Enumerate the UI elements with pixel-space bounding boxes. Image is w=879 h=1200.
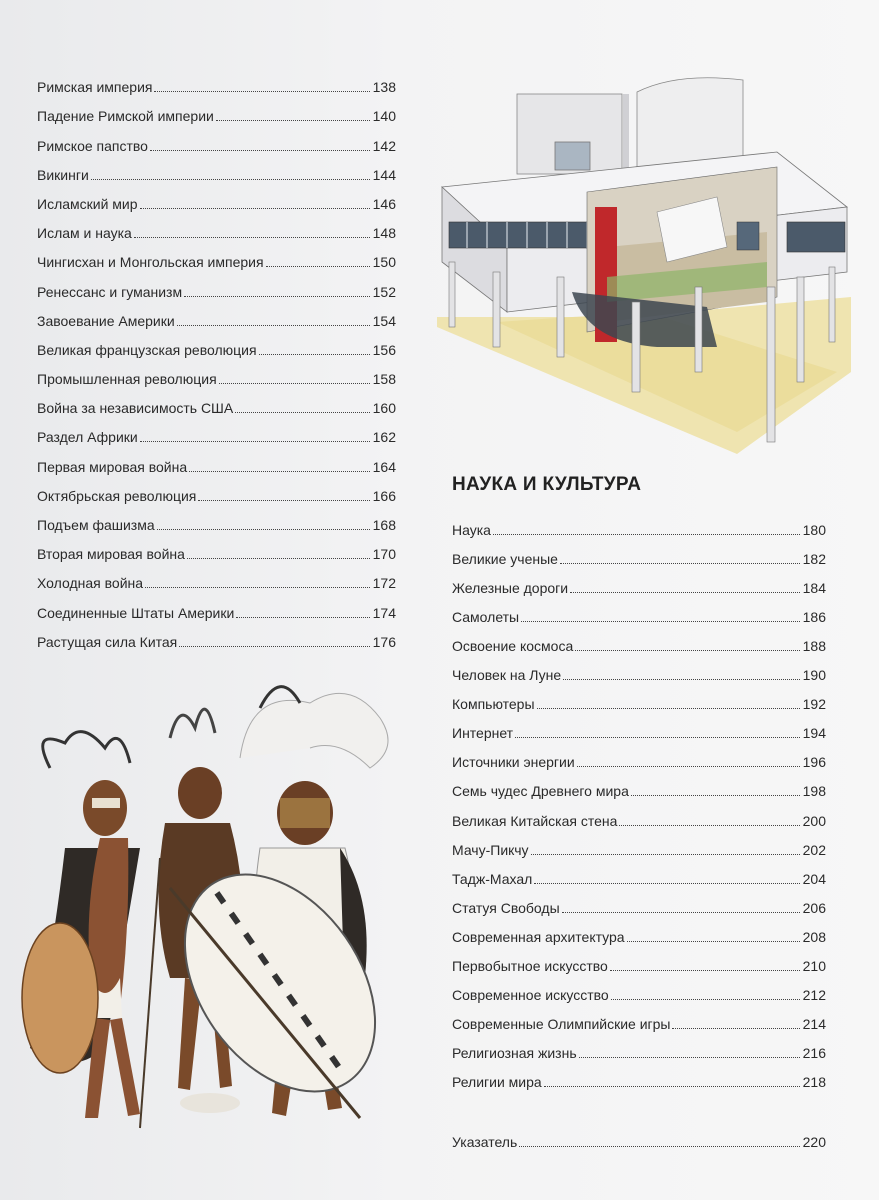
toc-entry-title: Ренессанс и гуманизм [37, 283, 183, 300]
toc-entry-title: Наука [452, 522, 491, 539]
toc-list-right [452, 509, 826, 1090]
toc-entry-title: Викинги [37, 166, 89, 183]
toc-entry-title: Современная архитектура [452, 928, 625, 945]
toc-entry-title: Растущая сила Китая [37, 633, 178, 650]
toc-entry[interactable] [452, 916, 826, 945]
toc-entry-title: Компьютеры [452, 696, 535, 713]
toc-leader-dots [627, 941, 800, 942]
toc-leader-dots [521, 621, 800, 622]
toc-entry-page: 156 [372, 341, 396, 358]
toc-leader-dots [577, 766, 800, 767]
toc-entry-title: Источники энергии [452, 754, 575, 771]
toc-list-left [37, 66, 396, 650]
toc-entry[interactable] [452, 1003, 826, 1032]
toc-leader-dots [531, 854, 800, 855]
toc-entry-title: Падение Римской империи [37, 108, 214, 125]
toc-entry-page: 196 [802, 754, 826, 771]
toc-entry-title: Тадж-Махал [452, 870, 533, 887]
toc-leader-dots [619, 825, 799, 826]
toc-entry-page: 206 [802, 899, 826, 916]
toc-entry-title: Освоение космоса [452, 638, 574, 655]
toc-leader-dots [134, 237, 370, 238]
toc-leader-dots [610, 970, 800, 971]
toc-index-list [452, 1121, 826, 1150]
toc-entry-page: 198 [802, 783, 826, 800]
toc-entry-page: 216 [802, 1044, 826, 1061]
toc-entry-title: Первобытное искусство [452, 957, 608, 974]
toc-entry-title: Вторая мировая война [37, 546, 185, 563]
toc-leader-dots [154, 91, 369, 92]
toc-entry-page: 184 [802, 580, 826, 597]
toc-leader-dots [216, 120, 370, 121]
toc-leader-dots [560, 563, 800, 564]
toc-leader-dots [219, 383, 370, 384]
toc-leader-dots [570, 592, 800, 593]
toc-entry-page: 170 [372, 546, 396, 563]
toc-entry-title: Ислам и наука [37, 225, 132, 242]
toc-entry-page: 210 [802, 957, 826, 974]
toc-entry-page: 192 [802, 696, 826, 713]
toc-entry[interactable] [452, 1061, 826, 1090]
toc-entry[interactable] [452, 712, 826, 741]
toc-leader-dots [91, 179, 370, 180]
toc-leader-dots [579, 1057, 800, 1058]
toc-entry[interactable] [37, 475, 396, 504]
toc-entry-page: 186 [802, 609, 826, 626]
toc-entry-page: 176 [372, 633, 396, 650]
toc-entry-page: 168 [372, 517, 396, 533]
toc-entry-title: Великие ученые [452, 551, 558, 568]
toc-leader-dots [179, 646, 369, 647]
toc-leader-dots [187, 558, 370, 559]
toc-entry-page: 152 [372, 283, 396, 300]
toc-entry-page: 204 [802, 870, 826, 887]
toc-entry-title: Война за независимость США [37, 400, 234, 417]
toc-leader-dots [266, 266, 370, 267]
toc-leader-dots [544, 1086, 800, 1087]
toc-leader-dots [563, 679, 800, 680]
toc-entry-page: 162 [372, 429, 396, 446]
section-heading: НАУКА И КУЛЬТУРА [452, 474, 642, 495]
toc-entry-title: Современные Олимпийские игры [452, 1015, 671, 1032]
toc-leader-dots [145, 587, 370, 588]
toc-entry-page: 154 [372, 312, 396, 329]
toc-entry-title: Завоевание Америки [37, 312, 175, 329]
toc-entry[interactable] [452, 509, 826, 538]
toc-entry[interactable] [452, 887, 826, 916]
toc-entry-title: Статуя Свободы [452, 899, 560, 916]
toc-leader-dots [177, 325, 370, 326]
toc-entry[interactable] [37, 154, 396, 183]
toc-entry-title: Человек на Луне [452, 667, 562, 684]
toc-entry-page: 158 [372, 371, 396, 388]
toc-leader-dots [184, 296, 370, 297]
toc-entry-page: 164 [372, 458, 396, 475]
toc-entry-page: 138 [372, 79, 396, 96]
toc-entry[interactable] [452, 567, 826, 596]
toc-entry[interactable] [37, 95, 396, 124]
toc-entry[interactable] [37, 416, 396, 445]
toc-entry-page: 140 [372, 108, 396, 125]
toc-entry[interactable] [452, 741, 826, 770]
toc-leader-dots [236, 617, 369, 618]
toc-entry-title: Указатель [452, 1134, 518, 1151]
toc-entry[interactable] [37, 270, 396, 299]
toc-entry-page: 200 [802, 812, 826, 829]
toc-entry[interactable] [452, 974, 826, 1003]
toc-entry-page: 208 [802, 928, 826, 945]
toc-entry[interactable] [37, 66, 396, 95]
toc-entry-page: 160 [372, 400, 396, 417]
toc-entry[interactable] [37, 621, 396, 650]
toc-entry-page: 212 [802, 986, 826, 1003]
toc-leader-dots [537, 708, 800, 709]
toc-entry[interactable] [37, 241, 396, 270]
toc-leader-dots [198, 500, 369, 501]
toc-leader-dots [140, 441, 370, 442]
toc-leader-dots [493, 534, 800, 535]
toc-entry-page: 190 [802, 667, 826, 684]
toc-entry[interactable] [37, 124, 396, 153]
toc-entry[interactable] [37, 387, 396, 416]
toc-entry[interactable] [452, 596, 826, 625]
toc-entry[interactable] [37, 358, 396, 387]
toc-entry[interactable] [37, 504, 396, 533]
toc-entry-page: 202 [802, 841, 826, 858]
toc-entry-title: Холодная война [37, 575, 144, 592]
toc-entry-title: Семь чудес Древнего мира [452, 783, 629, 800]
toc-leader-dots [235, 412, 369, 413]
toc-entry[interactable] [37, 591, 396, 620]
toc-entry[interactable] [37, 562, 396, 591]
toc-entry-page: 194 [802, 725, 826, 742]
toc-leader-dots [150, 150, 370, 151]
toc-entry-title: Подъем фашизма [37, 517, 155, 533]
toc-leader-dots [515, 737, 800, 738]
toc-entry-title: Мачу-Пикчу [452, 841, 529, 858]
toc-entry[interactable] [452, 799, 826, 828]
toc-leader-dots [575, 650, 799, 651]
toc-entry-page: 166 [372, 487, 396, 504]
toc-leader-dots [189, 471, 370, 472]
toc-entry-page: 218 [802, 1073, 826, 1090]
toc-entry-title: Самолеты [452, 609, 520, 626]
toc-entry-title: Первая мировая война [37, 458, 188, 475]
toc-leader-dots [259, 354, 370, 355]
toc-entry-title: Великая французская революция [37, 341, 257, 358]
toc-entry-index[interactable] [452, 1121, 826, 1150]
toc-entry-title: Соединенные Штаты Америки [37, 604, 235, 621]
villa-illustration [437, 72, 851, 454]
toc-entry-title: Религии мира [452, 1073, 542, 1090]
toc-entry-page: 146 [372, 195, 396, 212]
toc-entry-title: Религиозная жизнь [452, 1044, 577, 1061]
villa-drawing [437, 72, 851, 454]
toc-entry[interactable] [37, 533, 396, 562]
toc-entry[interactable] [452, 1032, 826, 1061]
toc-entry-title: Промышленная революция [37, 371, 217, 388]
toc-entry-title: Чингисхан и Монгольская империя [37, 254, 264, 271]
toc-entry-title: Римская империя [37, 79, 153, 96]
toc-entry-title: Великая Китайская стена [452, 812, 618, 829]
toc-entry-page: 144 [372, 166, 396, 183]
toc-entry-title: Интернет [452, 725, 514, 742]
toc-leader-dots [157, 529, 370, 530]
toc-leader-dots [672, 1028, 799, 1029]
toc-entry-title: Октябрьская революция [37, 487, 197, 504]
toc-entry-page: 214 [802, 1015, 826, 1032]
toc-entry[interactable] [452, 625, 826, 654]
toc-entry-title: Раздел Африки [37, 429, 138, 446]
toc-entry-title: Современное искусство [452, 986, 609, 1003]
toc-entry[interactable] [37, 445, 396, 474]
toc-entry-title: Исламский мир [37, 195, 138, 212]
toc-entry[interactable] [452, 945, 826, 974]
toc-leader-dots [611, 999, 800, 1000]
toc-entry-page: 148 [372, 225, 396, 242]
toc-entry[interactable] [37, 183, 396, 212]
toc-entry-page: 172 [372, 575, 396, 592]
toc-leader-dots [140, 208, 370, 209]
warriors-drawing [10, 648, 420, 1148]
toc-leader-dots [534, 883, 799, 884]
toc-entry[interactable] [37, 329, 396, 358]
zulu-warriors-illustration [10, 648, 420, 1148]
toc-leader-dots [562, 912, 800, 913]
toc-leader-dots [631, 795, 800, 796]
toc-entry-page: 180 [802, 522, 826, 539]
toc-entry-page: 150 [372, 254, 396, 271]
toc-entry[interactable] [452, 829, 826, 858]
toc-entry-page: 182 [802, 551, 826, 568]
toc-entry-page: 142 [372, 137, 396, 154]
toc-entry[interactable] [37, 212, 396, 241]
toc-entry[interactable] [452, 770, 826, 799]
toc-entry-title: Римское папство [37, 137, 148, 154]
toc-entry-page: 174 [372, 604, 396, 621]
toc-entry[interactable] [452, 683, 826, 712]
toc-entry[interactable] [37, 300, 396, 329]
toc-entry[interactable] [452, 538, 826, 567]
toc-entry[interactable] [452, 858, 826, 887]
toc-entry-page: 188 [802, 638, 826, 655]
toc-entry-page: 220 [802, 1134, 826, 1151]
toc-leader-dots [519, 1146, 799, 1147]
toc-entry-title: Железные дороги [452, 580, 569, 597]
toc-entry[interactable] [452, 654, 826, 683]
